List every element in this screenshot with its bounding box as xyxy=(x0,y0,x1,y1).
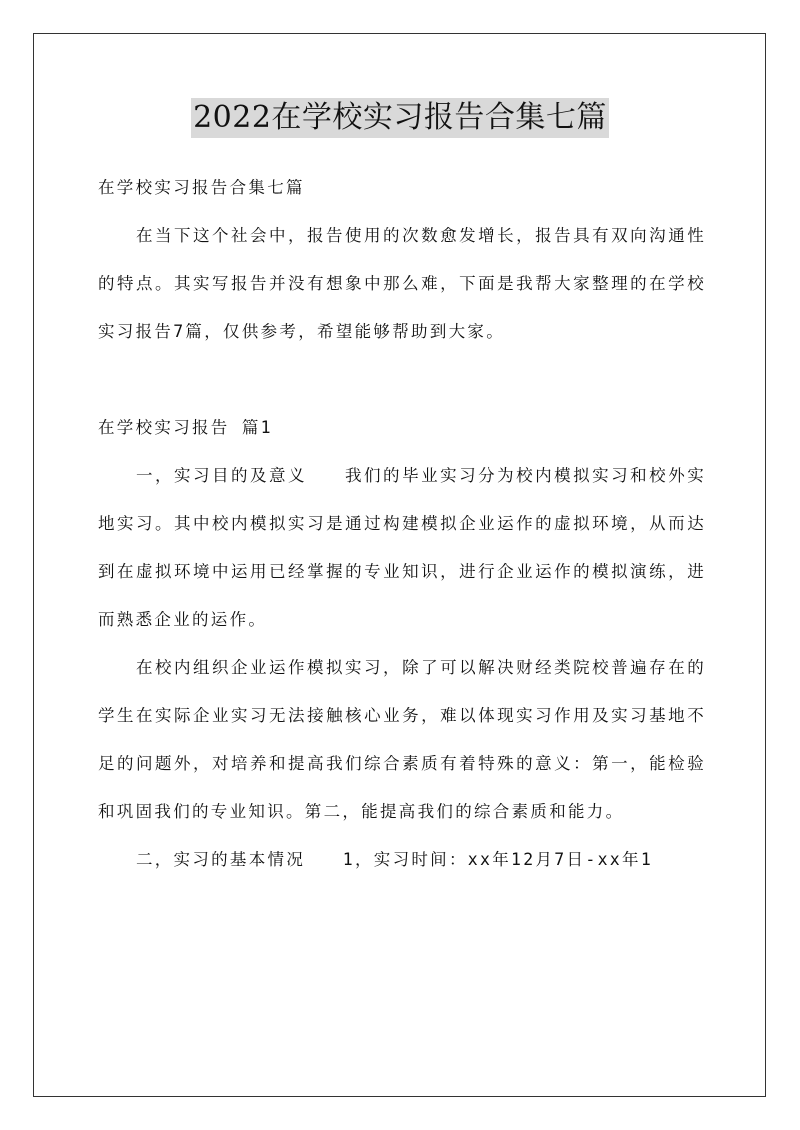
document-body xyxy=(98,164,706,884)
body-paragraph-2: 在校内组织企业运作模拟实习，除了可以解决财经类院校普遍存在的学生在实际企业实习无法接触核心业务，难以体现实习作用及实习基地不足的问题外，对培养和提高我们综合素质有着特殊的意义：第一，能检验和巩固我们的专业知识。第二，能提高我们的综合素质和能力。 xyxy=(98,658,706,821)
title-container xyxy=(0,98,800,138)
body-paragraph-3: 二，实习的基本情况 1，实习时间：xx年12月7日-xx年1 xyxy=(135,850,654,869)
body-paragraph-1: 一，实习目的及意义 我们的毕业实习分为校内模拟实习和校外实地实习。其中校内模拟实习是通过构建模拟企业运作的虚拟环境，从而达到在虚拟环境中运用已经掌握的专业知识，进行企业运作的模拟演练，进而熟悉企业的运作。 xyxy=(98,466,706,629)
document-title: 2022在学校实习报告合集七篇 xyxy=(191,98,609,138)
document-subtitle: 在学校实习报告合集七篇 xyxy=(98,178,305,197)
section-heading: 在学校实习报告 篇1 xyxy=(98,418,273,437)
intro-paragraph: 在当下这个社会中，报告使用的次数愈发增长，报告具有双向沟通性的特点。其实写报告并没有想象中那么难，下面是我帮大家整理的在学校实习报告7篇，仅供参考，希望能够帮助到大家。 xyxy=(98,226,706,341)
